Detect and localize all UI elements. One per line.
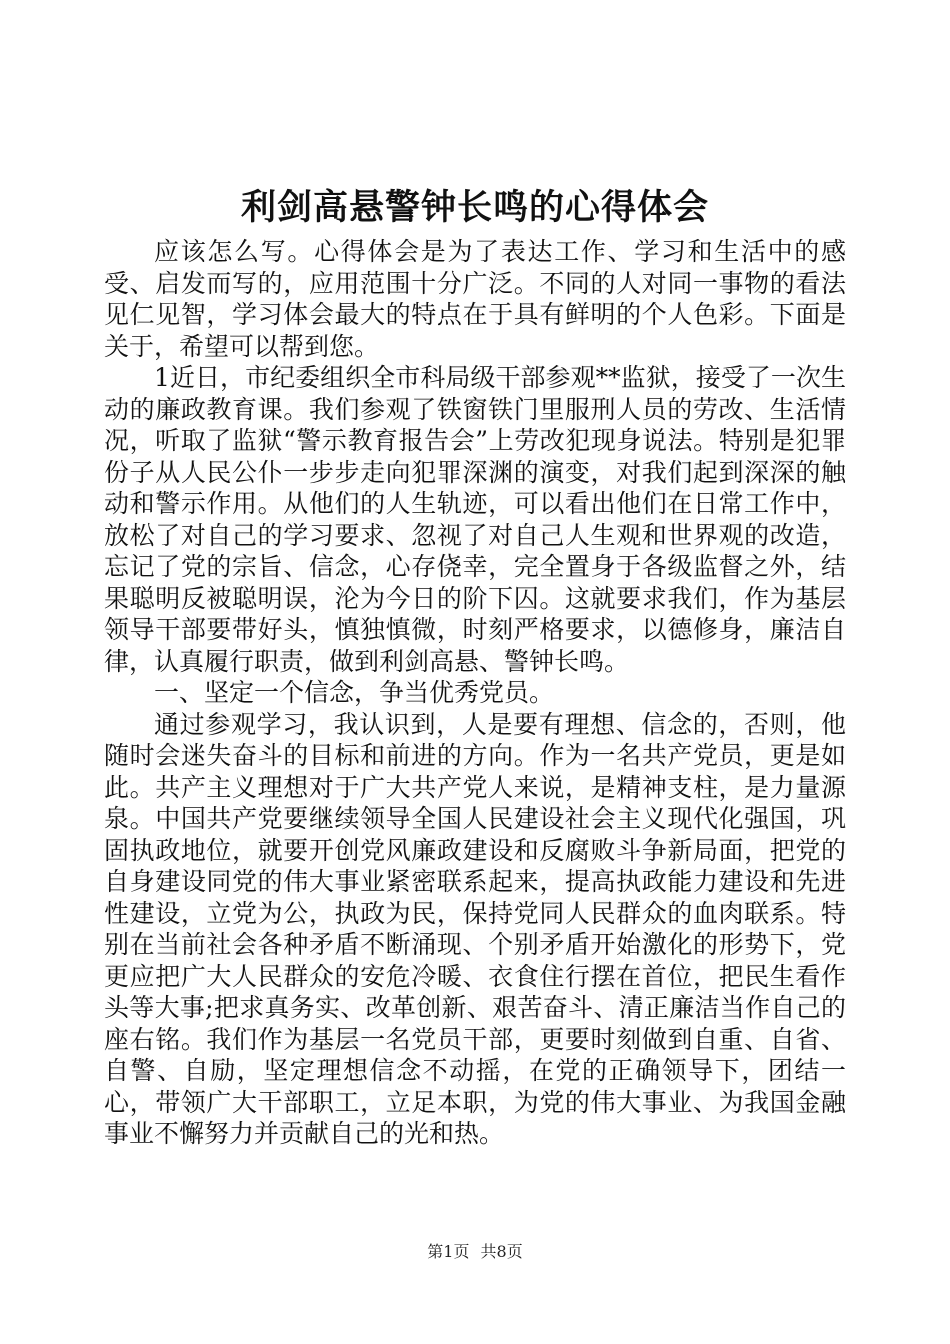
paragraph-visit: 1近日，市纪委组织全市科局级干部参观**监狱，接受了一次生动的廉政教育课。我们参观了铁窗铁门里服刑人员的劳改、生活情况，听取了监狱“警示教育报告会”上劳改犯现身说法。特别是犯罪份子从人民公仆一步步走向犯罪深渊的演变，对我们起到深深的触动和警示作用。从他们的人生轨迹，可以看出他们在日常工作中，放松了对自己的学习要求、忽视了对自己人生观和世界观的改造，忘记了党的宗旨、信念，心存侥幸，完全置身于各级监督之外，结果聪明反被聪明误，沦为今日的阶下囚。这就要求我们，作为基层领导干部要带好头，慎独慎微，时刻严格要求，以德修身，廉洁自律，认真履行职责，做到利剑高悬、警钟长鸣。 [104, 363, 846, 676]
document-title: 利剑高悬警钟长鸣的心得体会 [240, 188, 709, 228]
page-number: 第1页 [427, 1242, 470, 1261]
paragraph-belief: 通过参观学习，我认识到，人是要有理想、信念的，否则，他随时会迷失奋斗的目标和前进的方向。作为一名共产党员，更是如此。共产主义理想对于广大共产党人来说，是精神支柱，是力量源泉。中国共产党要继续领导全国人民建设社会主义现代化强国，巩固执政地位，就要开创党风廉政建设和反腐败斗争新局面，把党的自身建设同党的伟大事业紧密联系起来，提高执政能力建设和先进性建设，立党为公，执政为民，保持党同人民群众的血肉联系。特别在当前社会各种矛盾不断涌现、个别矛盾开始激化的形势下，党更应把广大人民群众的安危冷暖、衣食住行摆在首位，把民生看作头等大事;把求真务实、改革创新、艰苦奋斗、清正廉洁当作自己的座右铭。我们作为基层一名党员干部，更要时刻做到自重、自省、自警、自励，坚定理想信念不动摇，在党的正确领导下，团结一心，带领广大干部职工，立足本职，为党的伟大事业、为我国金融事业不懈努力并贡献自己的光和热。 [104, 709, 846, 1148]
document-body [104, 236, 846, 1150]
page-total: 共8页 [480, 1242, 523, 1261]
paragraph-intro: 应该怎么写。心得体会是为了表达工作、学习和生活中的感受、启发而写的，应用范围十分广泛。不同的人对同一事物的看法见仁见智，学习体会最大的特点在于具有鲜明的个人色彩。下面是关于，希望可以帮到您。 [104, 237, 846, 361]
page-footer [0, 1240, 950, 1264]
section-heading: 一、坚定一个信念，争当优秀党员。 [154, 678, 555, 707]
